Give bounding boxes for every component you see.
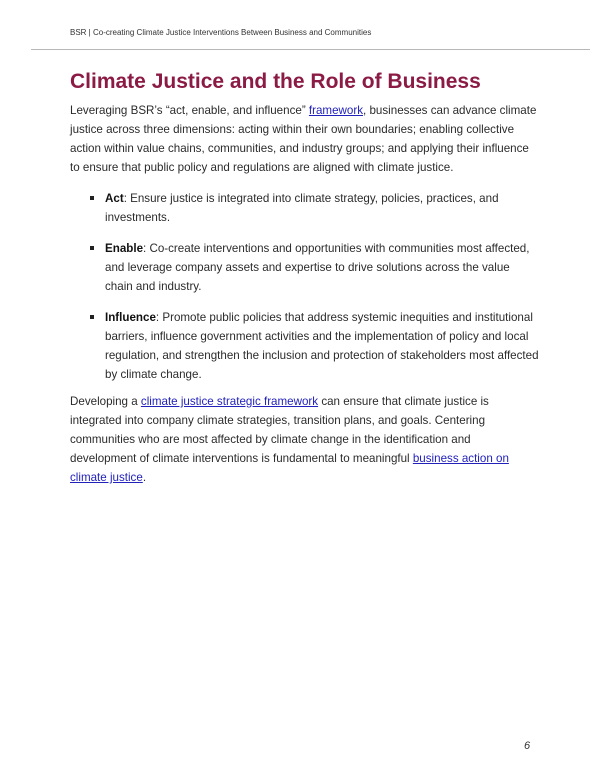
square-bullet-icon: [90, 196, 94, 200]
intro-paragraph: [70, 101, 540, 177]
bullet-text: : Co-create interventions and opportunities with communities most affected, and leverage company assets and expertise to drive solutions across the value chain and industry.: [105, 242, 530, 293]
dimensions-list: [70, 189, 540, 396]
page-number: 6: [524, 740, 531, 752]
intro-text-start: Leveraging BSR’s “act, enable, and influence”: [70, 104, 309, 117]
business-action-link[interactable]: business action on climate justice: [70, 452, 509, 484]
bullet-text: : Ensure justice is integrated into climate strategy, policies, practices, and investments.: [105, 192, 499, 224]
list-item-enable: [70, 239, 540, 296]
closing-text-end: .: [142, 471, 147, 484]
page-title: Climate Justice and the Role of Business: [70, 70, 481, 93]
closing-paragraph: [70, 392, 540, 487]
list-item-act: [70, 189, 540, 227]
bullet-term: Enable: [105, 242, 144, 255]
bullet-term: Act: [105, 192, 124, 205]
closing-text-middle: can ensure that climate justice is integrated into company climate strategies, transition plans, and goals. Centering communities who are most affected by climate change in the identification and development of climate interventions is fundamental to meaningful: [70, 395, 489, 465]
closing-text-start: Developing a: [70, 395, 141, 408]
intro-text-end: , businesses can advance climate justice across three dimensions: acting within their own boundaries; enabling collective action within value chains, communities, and industry groups; and applying their influence to ensure that public policy and regulations are aligned with climate justice.: [70, 104, 537, 174]
bullet-text: : Promote public policies that address systemic inequities and institutional barriers, influence government activities and the implementation of policy and local regulation, and strengthen the inclusion and protection of stakeholders most affected by climate change.: [105, 311, 539, 381]
running-header: BSR | Co-creating Climate Justice Interventions Between Business and Communities: [70, 28, 372, 37]
strategic-framework-link[interactable]: climate justice strategic framework: [140, 395, 319, 408]
framework-link[interactable]: framework: [308, 104, 364, 117]
header-divider: [31, 49, 590, 50]
square-bullet-icon: [90, 246, 94, 250]
bullet-term: Influence: [105, 311, 156, 324]
list-item-influence: [70, 308, 540, 384]
square-bullet-icon: [90, 315, 94, 319]
